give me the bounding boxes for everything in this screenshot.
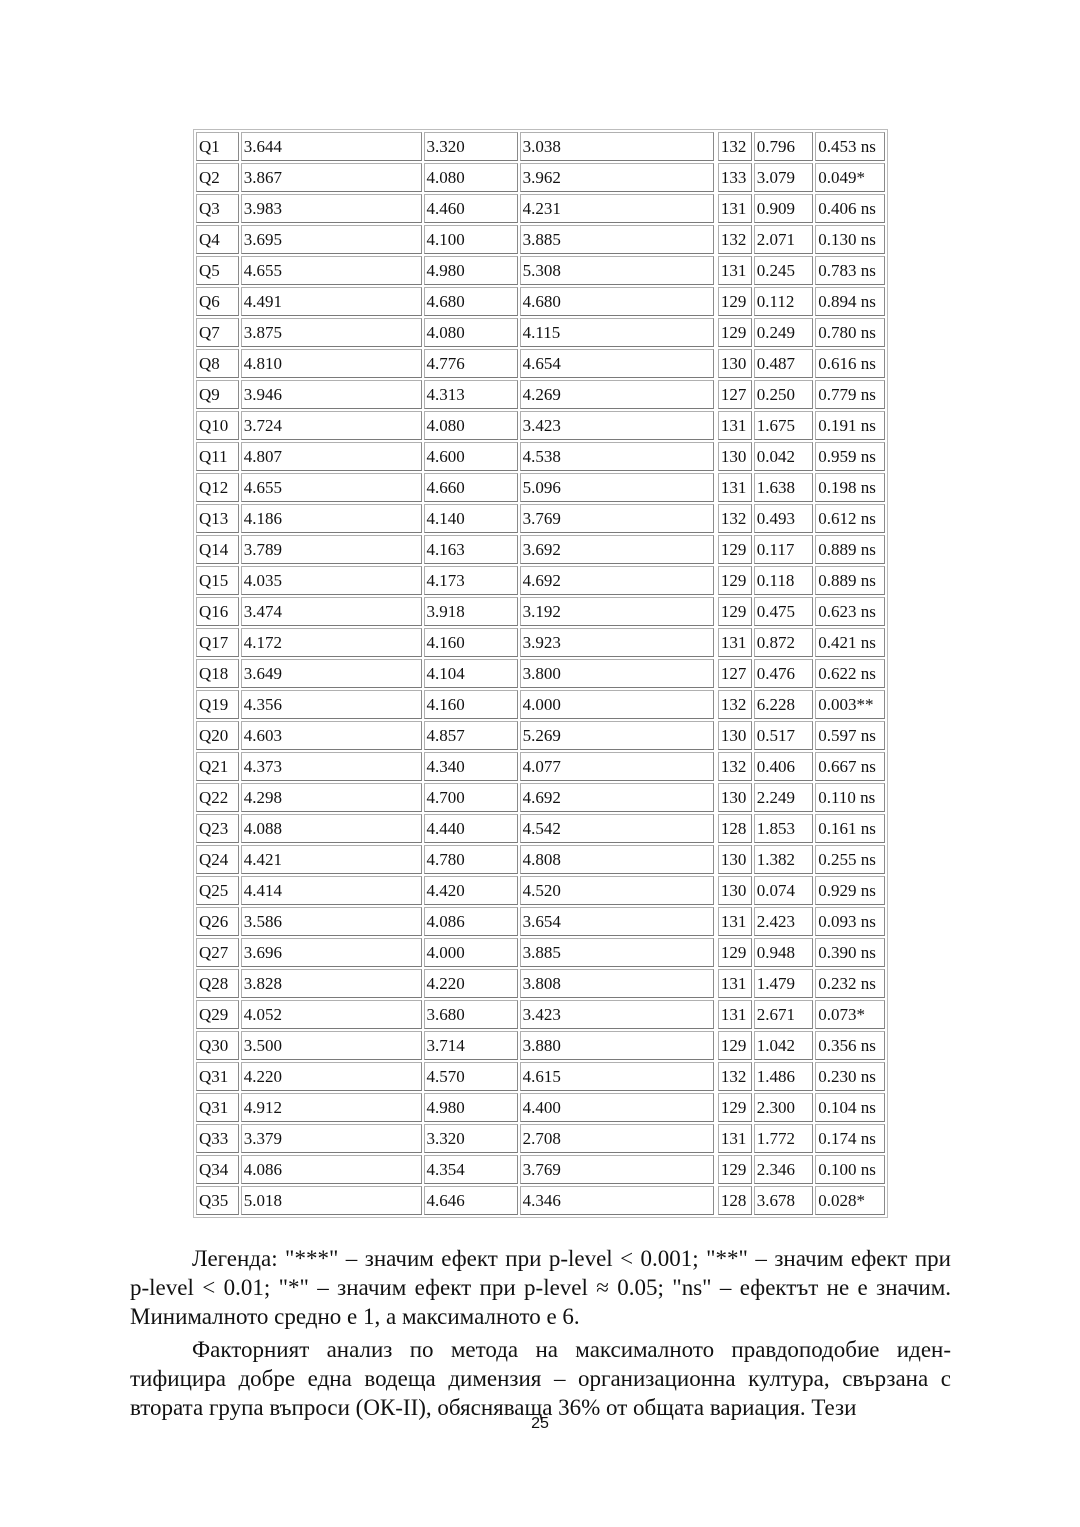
mean-group2-cell: 4.700 <box>424 783 518 812</box>
mean-group3-cell: 3.808 <box>520 969 714 998</box>
f-value-cell: 2.249 <box>754 783 813 812</box>
table-row <box>196 659 885 688</box>
mean-group2-cell: 4.160 <box>424 628 518 657</box>
table-row <box>196 504 885 533</box>
question-id-cell: Q34 <box>196 1155 239 1184</box>
table-row <box>196 814 885 843</box>
p-level-cell: 0.390 ns <box>815 938 885 967</box>
question-id-cell: Q17 <box>196 628 239 657</box>
mean-group3-cell: 4.400 <box>520 1093 714 1122</box>
mean-group1-cell: 4.373 <box>241 752 422 781</box>
mean-group2-cell: 4.100 <box>424 225 518 254</box>
mean-group2-cell: 4.163 <box>424 535 518 564</box>
p-level-cell: 0.612 ns <box>815 504 885 533</box>
f-value-cell: 0.487 <box>754 349 813 378</box>
f-value-cell: 0.493 <box>754 504 813 533</box>
f-value-cell: 3.678 <box>754 1186 813 1215</box>
p-level-cell: 0.889 ns <box>815 535 885 564</box>
mean-group3-cell: 3.769 <box>520 1155 714 1184</box>
p-level-cell: 0.959 ns <box>815 442 885 471</box>
f-value-cell: 6.228 <box>754 690 813 719</box>
p-level-cell: 0.622 ns <box>815 659 885 688</box>
question-id-cell: Q4 <box>196 225 239 254</box>
mean-group2-cell: 3.320 <box>424 1124 518 1153</box>
results-table <box>193 129 888 1218</box>
mean-group2-cell: 3.320 <box>424 132 518 161</box>
table-row <box>196 938 885 967</box>
table-row <box>196 349 885 378</box>
mean-group1-cell: 4.035 <box>241 566 422 595</box>
question-id-cell: Q2 <box>196 163 239 192</box>
df-cell: 130 <box>718 876 752 905</box>
mean-group1-cell: 3.946 <box>241 380 422 409</box>
mean-group1-cell: 3.724 <box>241 411 422 440</box>
f-value-cell: 2.071 <box>754 225 813 254</box>
table-row <box>196 690 885 719</box>
mean-group1-cell: 4.912 <box>241 1093 422 1122</box>
question-id-cell: Q26 <box>196 907 239 936</box>
table-row <box>196 969 885 998</box>
mean-group3-cell: 3.038 <box>520 132 714 161</box>
p-level-cell: 0.174 ns <box>815 1124 885 1153</box>
table-row <box>196 1062 885 1091</box>
mean-group2-cell: 4.340 <box>424 752 518 781</box>
p-level-cell: 0.161 ns <box>815 814 885 843</box>
mean-group2-cell: 4.776 <box>424 349 518 378</box>
question-id-cell: Q21 <box>196 752 239 781</box>
mean-group3-cell: 4.000 <box>520 690 714 719</box>
df-cell: 129 <box>718 1093 752 1122</box>
mean-group3-cell: 3.769 <box>520 504 714 533</box>
mean-group1-cell: 3.789 <box>241 535 422 564</box>
mean-group3-cell: 4.680 <box>520 287 714 316</box>
f-value-cell: 1.486 <box>754 1062 813 1091</box>
mean-group2-cell: 4.680 <box>424 287 518 316</box>
mean-group1-cell: 4.655 <box>241 473 422 502</box>
mean-group1-cell: 4.088 <box>241 814 422 843</box>
mean-group1-cell: 4.220 <box>241 1062 422 1091</box>
mean-group3-cell: 4.542 <box>520 814 714 843</box>
mean-group2-cell: 4.140 <box>424 504 518 533</box>
question-id-cell: Q16 <box>196 597 239 626</box>
table-row <box>196 132 885 161</box>
mean-group2-cell: 4.354 <box>424 1155 518 1184</box>
question-id-cell: Q8 <box>196 349 239 378</box>
mean-group1-cell: 4.807 <box>241 442 422 471</box>
mean-group2-cell: 3.714 <box>424 1031 518 1060</box>
table-row <box>196 721 885 750</box>
p-level-cell: 0.779 ns <box>815 380 885 409</box>
df-cell: 131 <box>718 628 752 657</box>
mean-group1-cell: 4.655 <box>241 256 422 285</box>
mean-group3-cell: 4.692 <box>520 566 714 595</box>
mean-group3-cell: 3.880 <box>520 1031 714 1060</box>
mean-group2-cell: 4.086 <box>424 907 518 936</box>
mean-group1-cell: 3.696 <box>241 938 422 967</box>
table-row <box>196 256 885 285</box>
question-id-cell: Q30 <box>196 1031 239 1060</box>
mean-group1-cell: 3.695 <box>241 225 422 254</box>
table-row <box>196 1000 885 1029</box>
mean-group3-cell: 5.308 <box>520 256 714 285</box>
mean-group1-cell: 4.421 <box>241 845 422 874</box>
mean-group2-cell: 4.660 <box>424 473 518 502</box>
question-id-cell: Q3 <box>196 194 239 223</box>
df-cell: 131 <box>718 411 752 440</box>
f-value-cell: 2.671 <box>754 1000 813 1029</box>
question-id-cell: Q11 <box>196 442 239 471</box>
table-row <box>196 194 885 223</box>
mean-group2-cell: 4.173 <box>424 566 518 595</box>
mean-group3-cell: 4.808 <box>520 845 714 874</box>
mean-group2-cell: 4.980 <box>424 1093 518 1122</box>
table-row <box>196 752 885 781</box>
page-number: 25 <box>531 1415 549 1432</box>
mean-group2-cell: 4.570 <box>424 1062 518 1091</box>
df-cell: 128 <box>718 1186 752 1215</box>
p-level-cell: 0.003** <box>815 690 885 719</box>
legend-text: Легенда: "***" – значим ефект при p-level < 0.001; "**" – значим ефект при p-level < 0.01; "*" – значим ефект при p-level ≈ 0.05; "ns" – ефектът не е значим. Минималното средно е 1, а максималното е 6. <box>130 1246 951 1329</box>
table-row <box>196 380 885 409</box>
df-cell: 129 <box>718 1031 752 1060</box>
p-level-cell: 0.191 ns <box>815 411 885 440</box>
table-row <box>196 845 885 874</box>
df-cell: 132 <box>718 752 752 781</box>
question-id-cell: Q31 <box>196 1062 239 1091</box>
mean-group3-cell: 2.708 <box>520 1124 714 1153</box>
df-cell: 129 <box>718 1155 752 1184</box>
f-value-cell: 0.872 <box>754 628 813 657</box>
df-cell: 129 <box>718 938 752 967</box>
mean-group3-cell: 4.077 <box>520 752 714 781</box>
p-level-cell: 0.929 ns <box>815 876 885 905</box>
mean-group1-cell: 3.649 <box>241 659 422 688</box>
df-cell: 131 <box>718 907 752 936</box>
f-value-cell: 0.948 <box>754 938 813 967</box>
mean-group1-cell: 4.172 <box>241 628 422 657</box>
f-value-cell: 0.249 <box>754 318 813 347</box>
body-paragraph <box>130 1335 951 1422</box>
table-row <box>196 442 885 471</box>
mean-group3-cell: 3.654 <box>520 907 714 936</box>
table-row <box>196 411 885 440</box>
p-level-cell: 0.667 ns <box>815 752 885 781</box>
question-id-cell: Q33 <box>196 1124 239 1153</box>
f-value-cell: 0.117 <box>754 535 813 564</box>
p-level-cell: 0.100 ns <box>815 1155 885 1184</box>
mean-group1-cell: 3.644 <box>241 132 422 161</box>
f-value-cell: 1.772 <box>754 1124 813 1153</box>
question-id-cell: Q1 <box>196 132 239 161</box>
mean-group3-cell: 3.692 <box>520 535 714 564</box>
table-row <box>196 1124 885 1153</box>
mean-group3-cell: 3.923 <box>520 628 714 657</box>
mean-group3-cell: 4.231 <box>520 194 714 223</box>
question-id-cell: Q10 <box>196 411 239 440</box>
mean-group2-cell: 4.080 <box>424 318 518 347</box>
f-value-cell: 0.042 <box>754 442 813 471</box>
mean-group1-cell: 4.603 <box>241 721 422 750</box>
mean-group2-cell: 4.000 <box>424 938 518 967</box>
df-cell: 132 <box>718 504 752 533</box>
df-cell: 128 <box>718 814 752 843</box>
mean-group1-cell: 3.586 <box>241 907 422 936</box>
mean-group3-cell: 4.538 <box>520 442 714 471</box>
question-id-cell: Q5 <box>196 256 239 285</box>
f-value-cell: 0.406 <box>754 752 813 781</box>
mean-group3-cell: 3.192 <box>520 597 714 626</box>
p-level-cell: 0.198 ns <box>815 473 885 502</box>
mean-group1-cell: 3.500 <box>241 1031 422 1060</box>
question-id-cell: Q25 <box>196 876 239 905</box>
f-value-cell: 0.909 <box>754 194 813 223</box>
f-value-cell: 0.112 <box>754 287 813 316</box>
p-level-cell: 0.783 ns <box>815 256 885 285</box>
f-value-cell: 3.079 <box>754 163 813 192</box>
mean-group3-cell: 5.269 <box>520 721 714 750</box>
f-value-cell: 0.074 <box>754 876 813 905</box>
mean-group1-cell: 3.474 <box>241 597 422 626</box>
question-id-cell: Q18 <box>196 659 239 688</box>
question-id-cell: Q29 <box>196 1000 239 1029</box>
f-value-cell: 1.853 <box>754 814 813 843</box>
df-cell: 132 <box>718 132 752 161</box>
mean-group3-cell: 3.423 <box>520 411 714 440</box>
f-value-cell: 2.423 <box>754 907 813 936</box>
table-row <box>196 876 885 905</box>
p-level-cell: 0.093 ns <box>815 907 885 936</box>
mean-group1-cell: 3.867 <box>241 163 422 192</box>
mean-group1-cell: 3.875 <box>241 318 422 347</box>
mean-group1-cell: 4.414 <box>241 876 422 905</box>
table-row <box>196 163 885 192</box>
p-level-cell: 0.406 ns <box>815 194 885 223</box>
question-id-cell: Q9 <box>196 380 239 409</box>
question-id-cell: Q12 <box>196 473 239 502</box>
df-cell: 129 <box>718 597 752 626</box>
mean-group3-cell: 4.115 <box>520 318 714 347</box>
mean-group1-cell: 4.086 <box>241 1155 422 1184</box>
p-level-cell: 0.110 ns <box>815 783 885 812</box>
mean-group1-cell: 4.298 <box>241 783 422 812</box>
table-row <box>196 535 885 564</box>
df-cell: 131 <box>718 256 752 285</box>
mean-group3-cell: 3.962 <box>520 163 714 192</box>
table-row <box>196 1093 885 1122</box>
f-value-cell: 1.675 <box>754 411 813 440</box>
mean-group3-cell: 3.885 <box>520 938 714 967</box>
mean-group2-cell: 4.440 <box>424 814 518 843</box>
mean-group2-cell: 4.104 <box>424 659 518 688</box>
table-row <box>196 1031 885 1060</box>
p-level-cell: 0.780 ns <box>815 318 885 347</box>
mean-group3-cell: 3.800 <box>520 659 714 688</box>
question-id-cell: Q31 <box>196 1093 239 1122</box>
table-row <box>196 628 885 657</box>
df-cell: 129 <box>718 535 752 564</box>
question-id-cell: Q27 <box>196 938 239 967</box>
mean-group2-cell: 4.857 <box>424 721 518 750</box>
p-level-cell: 0.453 ns <box>815 132 885 161</box>
mean-group1-cell: 3.983 <box>241 194 422 223</box>
p-level-cell: 0.073* <box>815 1000 885 1029</box>
mean-group3-cell: 4.615 <box>520 1062 714 1091</box>
mean-group2-cell: 4.600 <box>424 442 518 471</box>
f-value-cell: 1.638 <box>754 473 813 502</box>
f-value-cell: 0.250 <box>754 380 813 409</box>
df-cell: 132 <box>718 225 752 254</box>
p-level-cell: 0.255 ns <box>815 845 885 874</box>
question-id-cell: Q20 <box>196 721 239 750</box>
mean-group1-cell: 4.356 <box>241 690 422 719</box>
p-level-cell: 0.894 ns <box>815 287 885 316</box>
question-id-cell: Q24 <box>196 845 239 874</box>
mean-group2-cell: 4.980 <box>424 256 518 285</box>
df-cell: 132 <box>718 690 752 719</box>
body-paragraph-text: Факторният анализ по метода на максималното правдоподобие иден-тифицира добре една водеща димензия – организационна култура, свързана с втората група въпроси (ОК-II), обясняваща 36% от общата вариация. Тези <box>130 1337 951 1420</box>
question-id-cell: Q7 <box>196 318 239 347</box>
table-row <box>196 783 885 812</box>
question-id-cell: Q35 <box>196 1186 239 1215</box>
df-cell: 129 <box>718 566 752 595</box>
df-cell: 131 <box>718 1000 752 1029</box>
mean-group1-cell: 4.052 <box>241 1000 422 1029</box>
f-value-cell: 0.245 <box>754 256 813 285</box>
f-value-cell: 0.517 <box>754 721 813 750</box>
question-id-cell: Q14 <box>196 535 239 564</box>
mean-group2-cell: 3.680 <box>424 1000 518 1029</box>
f-value-cell: 2.300 <box>754 1093 813 1122</box>
p-level-cell: 0.616 ns <box>815 349 885 378</box>
mean-group3-cell: 4.654 <box>520 349 714 378</box>
df-cell: 127 <box>718 659 752 688</box>
mean-group3-cell: 5.096 <box>520 473 714 502</box>
df-cell: 129 <box>718 318 752 347</box>
table-row <box>196 1186 885 1215</box>
table-row <box>196 287 885 316</box>
mean-group3-cell: 4.346 <box>520 1186 714 1215</box>
mean-group3-cell: 4.520 <box>520 876 714 905</box>
df-cell: 131 <box>718 1124 752 1153</box>
df-cell: 131 <box>718 473 752 502</box>
legend-paragraph <box>130 1244 951 1331</box>
mean-group2-cell: 4.160 <box>424 690 518 719</box>
p-level-cell: 0.230 ns <box>815 1062 885 1091</box>
mean-group1-cell: 3.379 <box>241 1124 422 1153</box>
mean-group2-cell: 4.220 <box>424 969 518 998</box>
question-id-cell: Q22 <box>196 783 239 812</box>
mean-group2-cell: 3.918 <box>424 597 518 626</box>
table-row <box>196 907 885 936</box>
table-row <box>196 597 885 626</box>
df-cell: 130 <box>718 442 752 471</box>
table-row <box>196 473 885 502</box>
mean-group2-cell: 4.460 <box>424 194 518 223</box>
p-level-cell: 0.356 ns <box>815 1031 885 1060</box>
df-cell: 133 <box>718 163 752 192</box>
p-level-cell: 0.889 ns <box>815 566 885 595</box>
p-level-cell: 0.623 ns <box>815 597 885 626</box>
f-value-cell: 0.476 <box>754 659 813 688</box>
question-id-cell: Q13 <box>196 504 239 533</box>
f-value-cell: 2.346 <box>754 1155 813 1184</box>
df-cell: 130 <box>718 783 752 812</box>
table-row <box>196 566 885 595</box>
mean-group3-cell: 4.269 <box>520 380 714 409</box>
p-level-cell: 0.597 ns <box>815 721 885 750</box>
mean-group1-cell: 4.810 <box>241 349 422 378</box>
mean-group1-cell: 4.491 <box>241 287 422 316</box>
f-value-cell: 0.796 <box>754 132 813 161</box>
f-value-cell: 1.382 <box>754 845 813 874</box>
question-id-cell: Q19 <box>196 690 239 719</box>
mean-group2-cell: 4.646 <box>424 1186 518 1215</box>
df-cell: 132 <box>718 1062 752 1091</box>
question-id-cell: Q15 <box>196 566 239 595</box>
f-value-cell: 1.042 <box>754 1031 813 1060</box>
df-cell: 131 <box>718 194 752 223</box>
mean-group1-cell: 4.186 <box>241 504 422 533</box>
mean-group2-cell: 4.780 <box>424 845 518 874</box>
mean-group2-cell: 4.420 <box>424 876 518 905</box>
mean-group3-cell: 3.423 <box>520 1000 714 1029</box>
f-value-cell: 1.479 <box>754 969 813 998</box>
table-body <box>196 132 885 1215</box>
table-row <box>196 225 885 254</box>
p-level-cell: 0.130 ns <box>815 225 885 254</box>
p-level-cell: 0.232 ns <box>815 969 885 998</box>
mean-group2-cell: 4.080 <box>424 163 518 192</box>
question-id-cell: Q28 <box>196 969 239 998</box>
df-cell: 129 <box>718 287 752 316</box>
mean-group3-cell: 4.692 <box>520 783 714 812</box>
p-level-cell: 0.104 ns <box>815 1093 885 1122</box>
mean-group1-cell: 3.828 <box>241 969 422 998</box>
mean-group3-cell: 3.885 <box>520 225 714 254</box>
mean-group2-cell: 4.080 <box>424 411 518 440</box>
question-id-cell: Q6 <box>196 287 239 316</box>
df-cell: 127 <box>718 380 752 409</box>
p-level-cell: 0.421 ns <box>815 628 885 657</box>
df-cell: 131 <box>718 969 752 998</box>
question-id-cell: Q23 <box>196 814 239 843</box>
df-cell: 130 <box>718 721 752 750</box>
p-level-cell: 0.028* <box>815 1186 885 1215</box>
mean-group2-cell: 4.313 <box>424 380 518 409</box>
table-row <box>196 318 885 347</box>
df-cell: 130 <box>718 349 752 378</box>
table-row <box>196 1155 885 1184</box>
f-value-cell: 0.475 <box>754 597 813 626</box>
f-value-cell: 0.118 <box>754 566 813 595</box>
df-cell: 130 <box>718 845 752 874</box>
p-level-cell: 0.049* <box>815 163 885 192</box>
mean-group1-cell: 5.018 <box>241 1186 422 1215</box>
